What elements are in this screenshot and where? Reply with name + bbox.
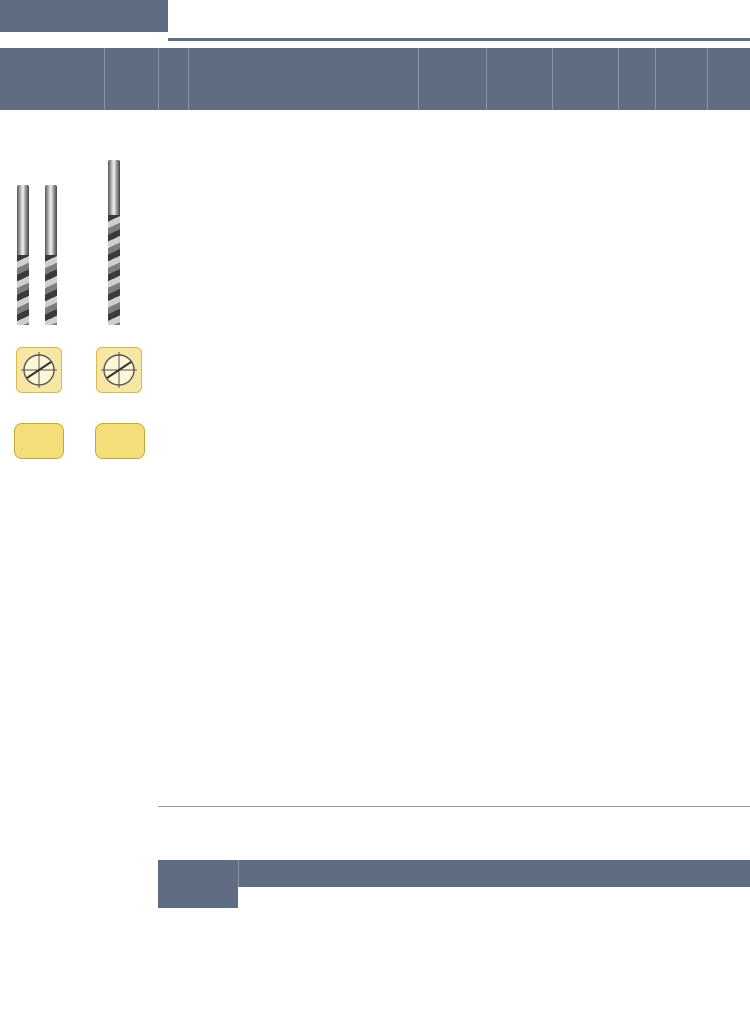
page-title-cn (0, 0, 168, 32)
cutting-data-table (188, 48, 750, 110)
feed-code-row (238, 887, 750, 908)
feed-code-group-header (238, 860, 750, 887)
coolant-header (618, 48, 655, 110)
tensile-header (418, 48, 486, 110)
drill-cross-section-icon (16, 347, 62, 393)
material-header (188, 48, 418, 110)
col-model-header (0, 48, 104, 110)
header-rule (168, 38, 750, 41)
badge-3d (14, 423, 64, 459)
col-grade-header (104, 48, 158, 110)
diameter-header (158, 860, 238, 908)
feed-table (158, 860, 750, 908)
legend (158, 806, 750, 831)
badge-5d (95, 423, 145, 459)
hb-header (486, 48, 552, 110)
drill-cross-section-icon (96, 347, 142, 393)
iso-header (158, 48, 188, 110)
hrc-header (552, 48, 618, 110)
feed-code-header (707, 48, 750, 110)
vc-header (655, 48, 707, 110)
